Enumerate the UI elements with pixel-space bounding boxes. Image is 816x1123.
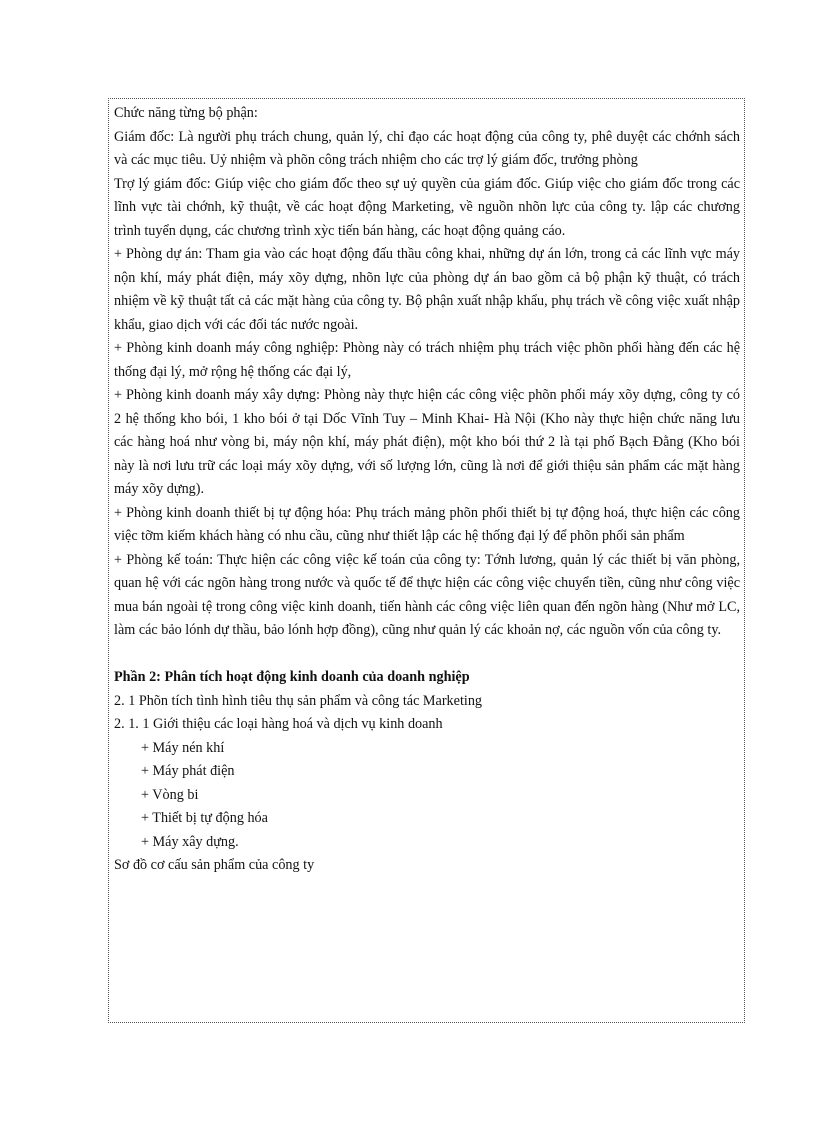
list-item: + Máy nén khí (141, 739, 225, 756)
paragraph-accounting: + Phòng kế toán: Thực hiện các công việc kế toán của công ty: Tớnh lương, quản lý các thiết bị văn phòng, quan hệ với các ngõn hàng trong nước và quốc tế để thực hiện các công việc chuyển tiền, cũng như công việc mua bán ngoài tệ trong công việc kinh doanh, tiến hành các công việc liên quan đến ngõn hàng (Như mở LC, làm các bảo lónh dự thầu, bảo lónh hợp đồng), cũng như quản lý các khoản nợ, các nguồn vốn của công ty. (114, 551, 740, 638)
document-page (108, 98, 745, 1023)
paragraph-industrial-sales: + Phòng kinh doanh máy công nghiệp: Phòng này có trách nhiệm phụ trách việc phõn phối hàng đến các hệ thống đại lý, mở rộng hệ thống các đại lý, (114, 340, 740, 380)
paragraph-construction-sales: + Phòng kinh doanh máy xây dựng: Phòng này thực hiện các công việc phõn phối máy xõy dựng, công ty có 2 hệ thống kho bói, 1 kho bói ở tại Dốc Vĩnh Tuy – Minh Khai- Hà Nội (Kho này thực hiện chức năng lưu các hàng hoá như vòng bi, máy nộn khí, máy phát điện), một kho bói thứ 2 là tại phố Bạch Đằng (Kho bói này là nơi lưu trữ các loại máy xõy dựng, với số lượng lớn, cũng là nơi để giới thiệu sản phẩm các mặt hàng máy xõy dựng). (114, 387, 740, 497)
paragraph-assistant: Trợ lý giám đốc: Giúp việc cho giám đốc theo sự uỷ quyền của giám đốc. Giúp việc cho giám đốc trong các lĩnh vực tài chớnh, kỹ thuật, về các hoạt động Marketing, về nguồn nhõn lực của công ty. lập các chương trình tuyển dụng, các chương trình xỳc tiến bán hàng, các hoạt động quảng cáo. (114, 175, 740, 239)
paragraph-automation-sales: + Phòng kinh doanh thiết bị tự động hóa: Phụ trách mảng phõn phối thiết bị tự động hoá, thực hiện các công việc tỡm kiếm khách hàng có nhu cầu, cũng như thiết lập các hệ thống đại lý để phõn phối sản phẩm (114, 504, 740, 544)
list-item: + Máy xây dựng. (141, 833, 239, 850)
subsection-2-1-1: 2. 1. 1 Giới thiệu các loại hàng hoá và dịch vụ kinh doanh (114, 716, 443, 732)
list-item: + Vòng bi (141, 786, 199, 803)
list-item: + Thiết bị tự động hóa (141, 810, 268, 826)
list-item: + Máy phát điện (141, 763, 235, 779)
paragraph-director: Giám đốc: Là người phụ trách chung, quản lý, chỉ đạo các hoạt động của công ty, phê duyệt các chớnh sách và các mục tiêu. Uỷ nhiệm và phõn công trách nhiệm cho các trợ lý giám đốc, trưởng phòng (114, 128, 740, 168)
product-list (114, 737, 740, 855)
part2-heading: Phần 2: Phân tích hoạt động kinh doanh của doanh nghiệp (114, 669, 470, 685)
blank-line (114, 643, 740, 667)
product-structure-caption: Sơ đồ cơ cấu sản phẩm của công ty (114, 857, 315, 873)
section-title: Chức năng từng bộ phận: (114, 105, 258, 121)
subsection-2-1: 2. 1 Phõn tích tình hình tiêu thụ sản phẩm và công tác Marketing (114, 692, 483, 709)
paragraph-project-dept: + Phòng dự án: Tham gia vào các hoạt động đấu thầu công khai, những dự án lớn, trong cả các lĩnh vực máy nộn khí, máy phát điện, máy xõy dựng, nhõn lực của phòng dự án bao gồm cả bộ phận kỹ thuật, có trách nhiệm về kỹ thuật tất cả các mặt hàng của công ty. Bộ phận xuất nhập khẩu, phụ trách về công việc xuất nhập khẩu, giao dịch với các đối tác nước ngoài. (114, 246, 740, 333)
